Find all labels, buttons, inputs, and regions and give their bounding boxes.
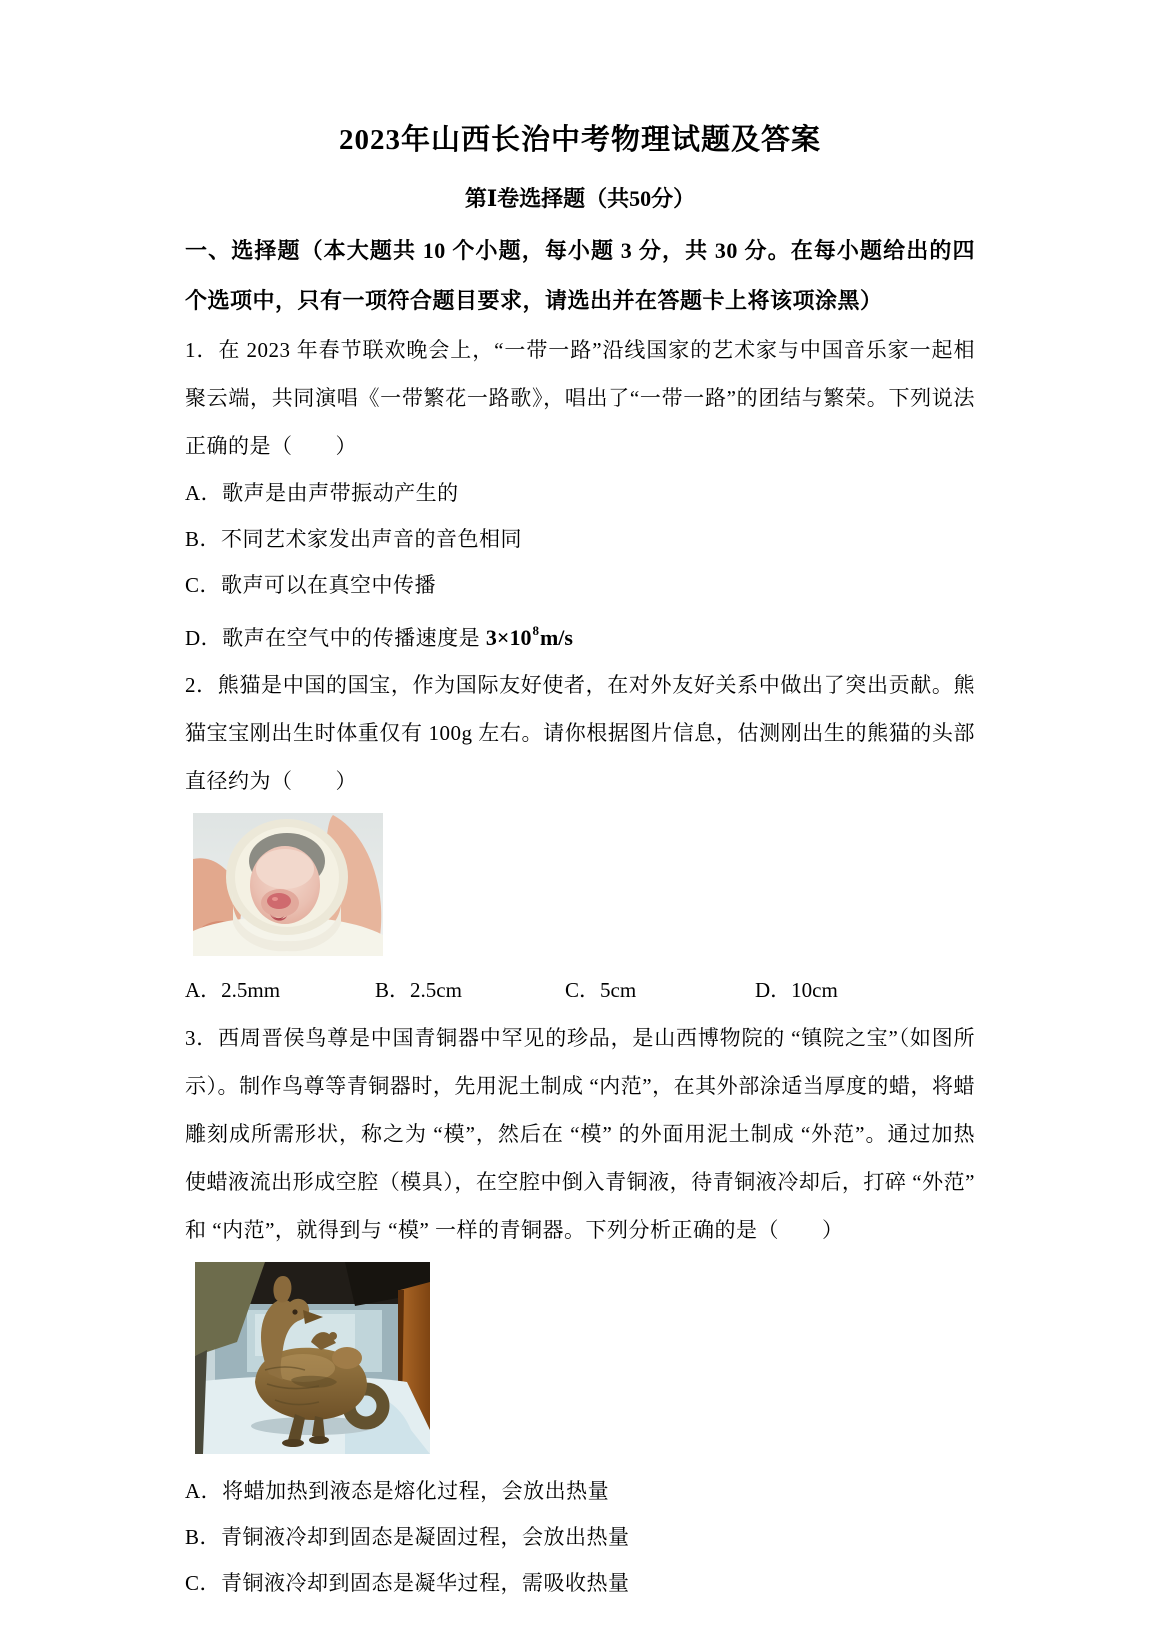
- bronze-bird-vessel-photo: [195, 1262, 430, 1454]
- formula-exponent: 8: [532, 623, 539, 638]
- question-1-option-a: A．歌声是由声带振动产生的: [185, 481, 459, 505]
- page-title: 2023年山西长治中考物理试题及答案: [338, 124, 821, 156]
- question-2-stem: 2．熊猫是中国的国宝，作为国际友好使者，在对外友好关系中做出了突出贡献。熊猫宝宝刚出生时体重仅有 100g 左右。请你根据图片信息，估测刚出生的熊猫的头部直径约为（ ）: [185, 673, 975, 793]
- question-3-stem: 3．西周晋侯鸟尊是中国青铜器中罕见的珍品，是山西博物院的 “镇院之宝”（如图所示）。制作鸟尊等青铜器时，先用泥土制成 “内范”，在其外部涂适当厚度的蜡，将蜡雕刻成所需形状，称之为 “模”，然后在 “模” 的外面用泥土制成 “外范”。通过加热使蜡液流出形成空腔（模具），在空腔中倒入青铜液，待青铜液冷却后，打碎 “外范” 和 “内范”，就得到与 “模” 一样的青铜器。下列分析正确的是（ ）: [185, 1026, 975, 1242]
- question-2-option-b: B．2.5cm: [375, 978, 462, 1002]
- newborn-panda-photo: [193, 813, 383, 956]
- question-3-option-c: C．青铜液冷却到固态是凝华过程，需吸收热量: [185, 1571, 630, 1595]
- question-3-figure: [185, 1262, 975, 1454]
- question-2-option-a: A．2.5mm: [185, 978, 281, 1002]
- question-2-option-c: C．5cm: [565, 978, 637, 1002]
- question-2-figure: [185, 813, 975, 956]
- question-1-stem: 1．在 2023 年春节联欢晚会上，“一带一路”沿线国家的艺术家与中国音乐家一起相聚云端，共同演唱《一带繁花一路歌》，唱出了“一带一路”的团结与繁荣。下列说法正确的是（ ）: [185, 338, 975, 458]
- question-2-option-d: D．10cm: [755, 978, 838, 1002]
- section-subtitle: 第Ⅰ卷选择题（共50分）: [464, 186, 696, 211]
- question-2-options-row: [185, 966, 975, 1014]
- question-3-option-b: B．青铜液冷却到固态是凝固过程，会放出热量: [185, 1525, 630, 1549]
- question-1-option-d-text: D．歌声在空气中的传播速度是: [185, 626, 486, 650]
- speed-of-sound-formula: $3\times 10^8m/s$: [485, 623, 573, 650]
- question-1-option-d: [185, 608, 975, 661]
- question-1-option-b: B．不同艺术家发出声音的音色相同: [185, 527, 523, 551]
- question-1-option-c: C．歌声可以在真空中传播: [185, 573, 437, 597]
- question-3-option-a: A．将蜡加热到液态是熔化过程，会放出热量: [185, 1479, 610, 1503]
- section-heading: 一、选择题（本大题共 10 个小题，每小题 3 分，共 30 分。在每小题给出的四个选项中，只有一项符合题目要求，请选出并在答题卡上将该项涂黑）: [185, 238, 975, 313]
